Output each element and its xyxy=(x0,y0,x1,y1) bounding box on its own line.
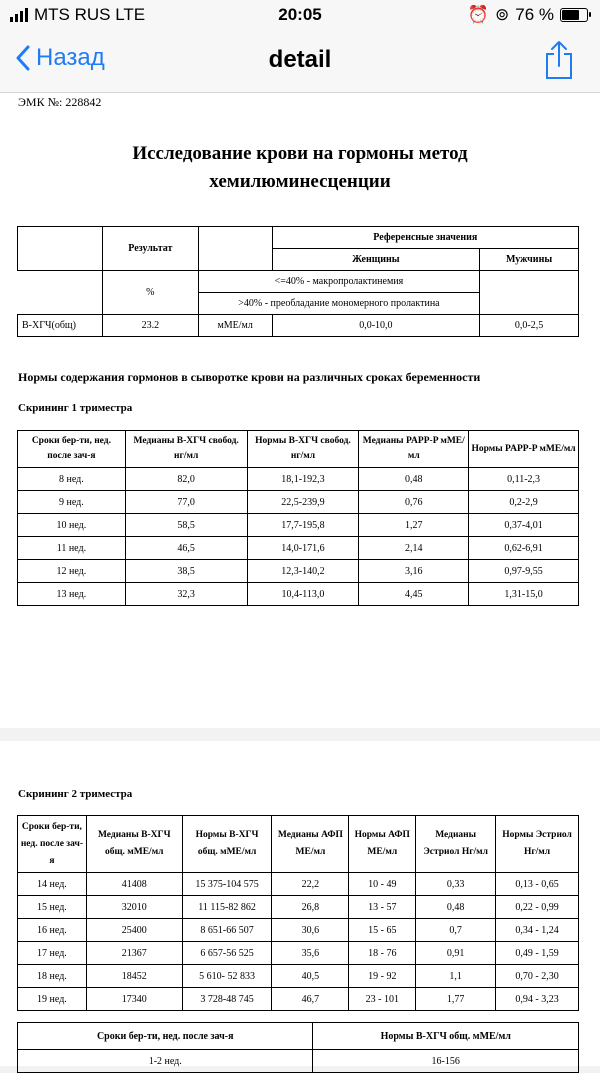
cell: 12,3-140,2 xyxy=(247,560,359,583)
cell: 1,31-15,0 xyxy=(469,583,579,606)
cell: 9 нед. xyxy=(18,491,126,514)
table-row xyxy=(18,1050,579,1073)
cell: 1-2 нед. xyxy=(18,1050,313,1073)
table-row xyxy=(18,942,579,965)
cell: 10 нед. xyxy=(18,514,126,537)
result-table-blank xyxy=(18,271,103,315)
screening1-table xyxy=(17,430,579,606)
cell: 0,94 - 3,23 xyxy=(496,988,579,1011)
cell: 14 нед. xyxy=(18,873,87,896)
bhcg-norms-table xyxy=(17,1022,579,1073)
analyte-value: 23.2 xyxy=(102,315,198,337)
result-table-corner xyxy=(18,227,103,271)
screening2-title: Скрининг 2 триместра xyxy=(18,788,133,800)
navigation-bar xyxy=(0,30,600,93)
table-row xyxy=(18,537,579,560)
result-header: Результат xyxy=(102,227,198,271)
cell: 0,76 xyxy=(359,491,469,514)
cell: 26,8 xyxy=(272,896,349,919)
table-row xyxy=(18,873,579,896)
bhcg-header-term: Сроки бер-ти, нед. после зач-я xyxy=(18,1023,313,1050)
screening2-header-bhcg-median: Медианы В-ХГЧ общ. мМЕ/мл xyxy=(86,816,182,873)
cell: 58,5 xyxy=(125,514,247,537)
cell: 8 651-66 507 xyxy=(182,919,272,942)
men-header: Мужчины xyxy=(480,249,579,271)
cell: 16 нед. xyxy=(18,919,87,942)
cell: 1,27 xyxy=(359,514,469,537)
cell: 5 610- 52 833 xyxy=(182,965,272,988)
cell: 10,4-113,0 xyxy=(247,583,359,606)
percent-cell: % xyxy=(102,271,198,315)
document-title-line1: Исследование крови на гормоны метод xyxy=(132,143,468,164)
cell: 18 нед. xyxy=(18,965,87,988)
cell: 41408 xyxy=(86,873,182,896)
cell: 22,5-239,9 xyxy=(247,491,359,514)
cell: 12 нед. xyxy=(18,560,126,583)
cell: 1,1 xyxy=(416,965,496,988)
screening2-table xyxy=(17,815,579,1011)
cell: 25400 xyxy=(86,919,182,942)
analyte-name: В-ХГЧ(общ) xyxy=(18,315,103,337)
table-row xyxy=(18,919,579,942)
cell: 18 - 76 xyxy=(349,942,416,965)
battery-percent: 76 % xyxy=(515,5,554,24)
note-blank xyxy=(480,271,579,315)
rotation-lock-icon: ⊚ xyxy=(495,5,510,24)
cell: 0,11-2,3 xyxy=(469,468,579,491)
cell: 16-156 xyxy=(313,1050,579,1073)
carrier-label: MTS RUS LTE xyxy=(34,5,146,24)
cell: 32010 xyxy=(86,896,182,919)
table-row xyxy=(18,491,579,514)
cell: 3 728-48 745 xyxy=(182,988,272,1011)
norms-title: Нормы содержания гормонов в сыворотке крови на различных сроках беременности xyxy=(18,370,481,384)
women-header: Женщины xyxy=(272,249,480,271)
battery-icon xyxy=(560,8,588,22)
cell: 19 - 92 xyxy=(349,965,416,988)
cell: 21367 xyxy=(86,942,182,965)
cell: 0,2-2,9 xyxy=(469,491,579,514)
cell: 18,1-192,3 xyxy=(247,468,359,491)
cell: 18452 xyxy=(86,965,182,988)
emk-number: ЭМК №: 228842 xyxy=(18,95,102,109)
reference-header: Референсные значения xyxy=(272,227,578,249)
men-reference: 0,0-2,5 xyxy=(480,315,579,337)
back-label: Назад xyxy=(36,44,105,71)
cell: 32,3 xyxy=(125,583,247,606)
screening1-header-term: Сроки бер-ти, нед. после зач-я xyxy=(18,431,126,468)
cell: 22,2 xyxy=(272,873,349,896)
table-row xyxy=(18,468,579,491)
share-icon xyxy=(544,40,574,80)
result-table-unit-header xyxy=(198,227,272,271)
cell: 0,33 xyxy=(416,873,496,896)
cell: 11 нед. xyxy=(18,537,126,560)
cell: 17,7-195,8 xyxy=(247,514,359,537)
battery-fill xyxy=(562,10,579,20)
table-row xyxy=(18,583,579,606)
cell: 46,7 xyxy=(272,988,349,1011)
cell: 8 нед. xyxy=(18,468,126,491)
cell: 4,45 xyxy=(359,583,469,606)
cell: 3,16 xyxy=(359,560,469,583)
document-page-1 xyxy=(0,93,600,728)
status-bar xyxy=(0,0,600,30)
cell: 17340 xyxy=(86,988,182,1011)
screening2-header-bhcg-norm: Нормы В-ХГЧ общ. мМЕ/мл xyxy=(182,816,272,873)
table-row xyxy=(18,315,579,337)
analyte-unit: мМЕ/мл xyxy=(198,315,272,337)
cell: 0,70 - 2,30 xyxy=(496,965,579,988)
cell: 40,5 xyxy=(272,965,349,988)
cell: 35,6 xyxy=(272,942,349,965)
cell: 46,5 xyxy=(125,537,247,560)
cell: 13 нед. xyxy=(18,583,126,606)
women-reference: 0,0-10,0 xyxy=(272,315,480,337)
cell: 77,0 xyxy=(125,491,247,514)
result-table xyxy=(17,226,579,337)
table-row xyxy=(18,965,579,988)
status-time: 20:05 xyxy=(278,5,322,24)
screening2-header-term: Сроки бер-ти, нед. после зач-я xyxy=(18,816,87,873)
screening2-header-estriol-median: Медианы Эстриол Нг/мл xyxy=(416,816,496,873)
cell: 17 нед. xyxy=(18,942,87,965)
cell: 14,0-171,6 xyxy=(247,537,359,560)
screening2-header-afp-median: Медианы АФП МЕ/мл xyxy=(272,816,349,873)
cell: 15 - 65 xyxy=(349,919,416,942)
screening1-header-bhcg-median: Медианы В-ХГЧ свобод. нг/мл xyxy=(125,431,247,468)
screening1-header-papp-median: Медианы PAPP-P мМЕ/мл xyxy=(359,431,469,468)
bhcg-header-norm: Нормы В-ХГЧ общ. мМЕ/мл xyxy=(313,1023,579,1050)
cell: 0,22 - 0,99 xyxy=(496,896,579,919)
cell: 0,97-9,55 xyxy=(469,560,579,583)
cell: 19 нед. xyxy=(18,988,87,1011)
cell: 0,48 xyxy=(416,896,496,919)
cell: 11 115-82 862 xyxy=(182,896,272,919)
page-title: detail xyxy=(268,46,332,73)
cell: 0,48 xyxy=(359,468,469,491)
cell: 0,13 - 0,65 xyxy=(496,873,579,896)
status-right xyxy=(468,5,588,25)
cell: 0,49 - 1,59 xyxy=(496,942,579,965)
cell: 10 - 49 xyxy=(349,873,416,896)
table-row xyxy=(18,560,579,583)
screening1-title: Скрининг 1 триместра xyxy=(18,402,133,414)
cell: 1,77 xyxy=(416,988,496,1011)
cell: 0,62-6,91 xyxy=(469,537,579,560)
screening1-header-bhcg-norm: Нормы В-ХГЧ свобод. нг/мл xyxy=(247,431,359,468)
cell: 23 - 101 xyxy=(349,988,416,1011)
cell: 38,5 xyxy=(125,560,247,583)
screening2-header-estriol-norm: Нормы Эстриол Нг/мл xyxy=(496,816,579,873)
cell: 15 375-104 575 xyxy=(182,873,272,896)
alarm-icon: ⏰ xyxy=(467,5,489,24)
cell: 30,6 xyxy=(272,919,349,942)
table-row xyxy=(18,514,579,537)
document-page-2 xyxy=(0,741,600,1066)
cell: 0,37-4,01 xyxy=(469,514,579,537)
share-button[interactable] xyxy=(544,40,574,85)
cell: 15 нед. xyxy=(18,896,87,919)
document-title xyxy=(0,140,600,196)
table-row xyxy=(18,896,579,919)
cell: 13 - 57 xyxy=(349,896,416,919)
cell: 0,7 xyxy=(416,919,496,942)
note-monomeric: >40% - преобладание мономерного пролактина xyxy=(198,293,479,315)
cell: 6 657-56 525 xyxy=(182,942,272,965)
screening1-header-papp-norm: Нормы PAPP-P мМЕ/мл xyxy=(469,431,579,468)
screening2-header-afp-norm: Нормы АФП МЕ/мл xyxy=(349,816,416,873)
cell: 2,14 xyxy=(359,537,469,560)
cell: 0,91 xyxy=(416,942,496,965)
note-macroprolactinemia: <=40% - макропролактинемия xyxy=(198,271,479,293)
cell: 0,34 - 1,24 xyxy=(496,919,579,942)
cell: 82,0 xyxy=(125,468,247,491)
document-title-line2: хемилюминесценции xyxy=(209,171,391,192)
table-row xyxy=(18,988,579,1011)
